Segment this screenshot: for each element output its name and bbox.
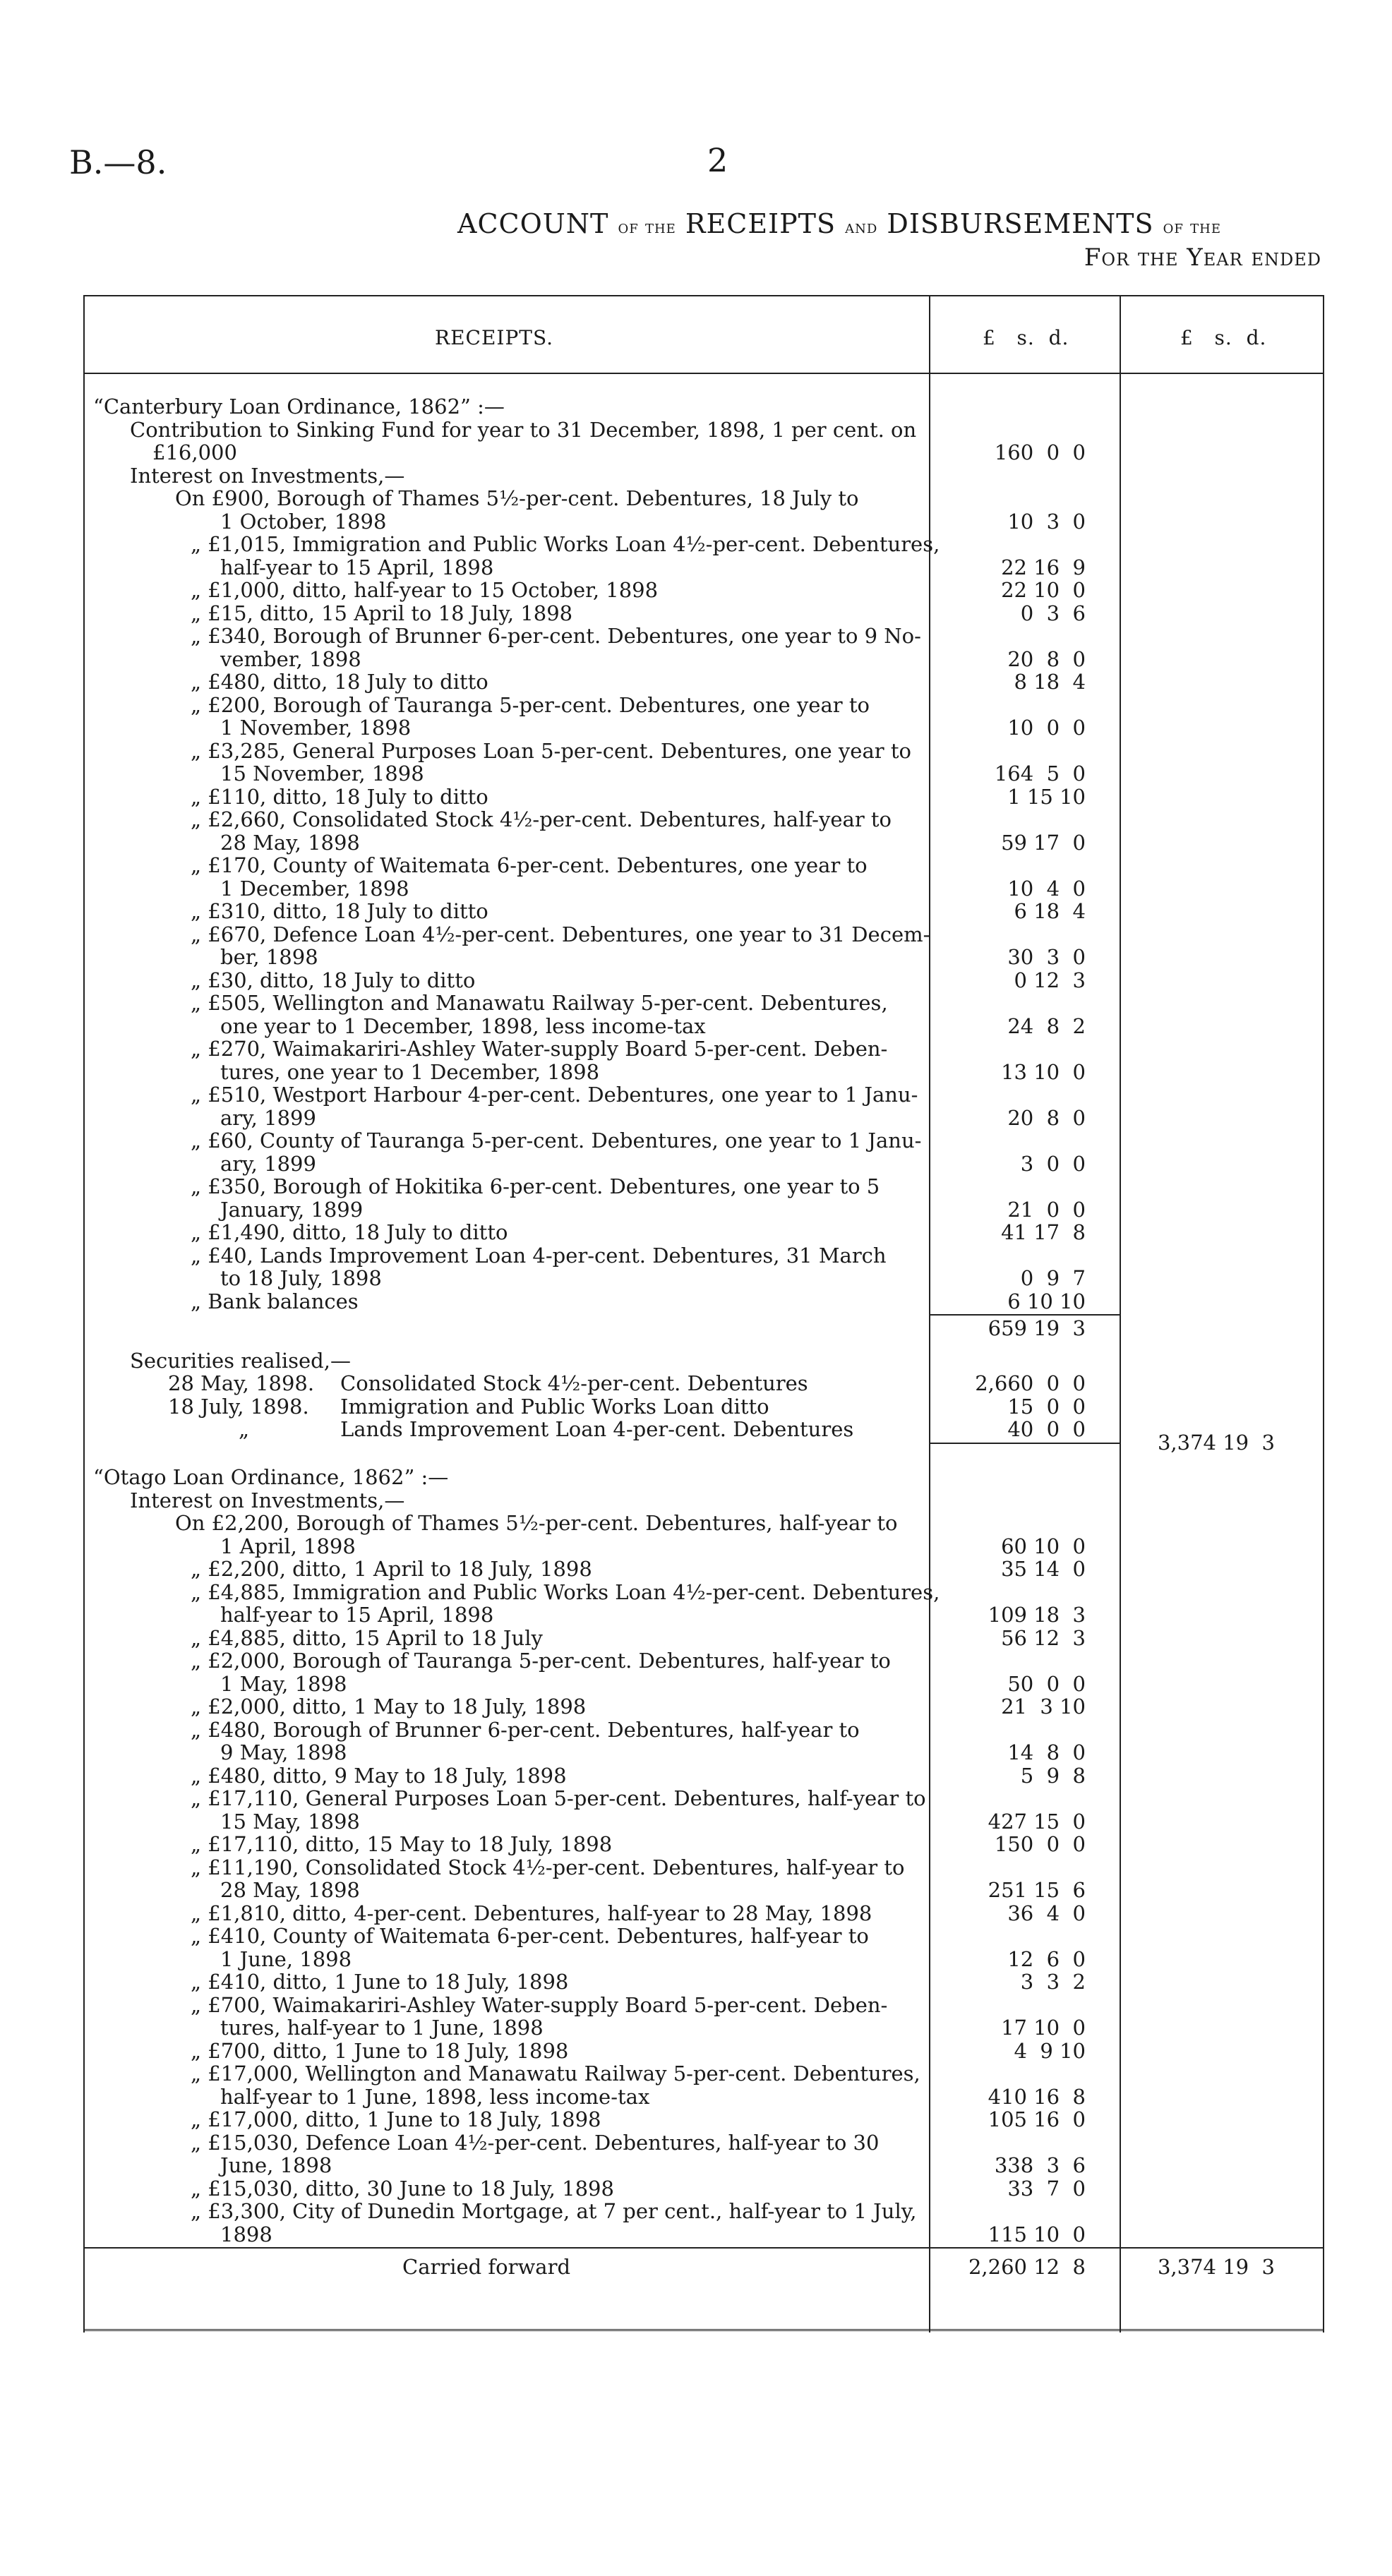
- entry-line: „ £15,030, Defence Loan 4½-per-cent. Debentures, half-year to 30: [191, 2130, 880, 2155]
- amount-cell: 164 5 0: [994, 762, 1086, 786]
- entry-line: to 18 July, 1898: [220, 1266, 382, 1290]
- entry-line: „ £17,110, General Purposes Loan 5-per-cent. Debentures, half-year to: [191, 1786, 926, 1811]
- entry-line: 1 November, 1898: [220, 716, 412, 740]
- entry-line: 1 October, 1898: [220, 509, 387, 534]
- entry-line: „ £15,030, ditto, 30 June to 18 July, 1898: [191, 2176, 614, 2201]
- subtitle-word: ended: [1251, 243, 1321, 272]
- amount-cell: 24 8 2: [1007, 1013, 1086, 1038]
- entry-line: „ £510, Westport Harbour 4-per-cent. Debentures, one year to 1 Janu-: [191, 1083, 918, 1107]
- entry-line: „ £4,885, ditto, 15 April to 18 July: [191, 1625, 543, 1650]
- amount-cell: 14 8 0: [1007, 1740, 1086, 1765]
- entry-line: „ £4,885, Immigration and Public Works Loan 4½-per-cent. Debentures,: [191, 1579, 940, 1604]
- subtitle-word: the: [1138, 243, 1179, 272]
- entry-line: „ £17,000, ditto, 1 June to 18 July, 1898: [191, 2107, 601, 2132]
- section-heading: “Otago Loan Ordinance, 1862” :—: [93, 1465, 449, 1490]
- amount-cell: 4 9 10: [1014, 2038, 1086, 2063]
- security-description: Immigration and Public Works Loan ditto: [340, 1394, 769, 1419]
- amount-cell: 30 3 0: [1007, 945, 1086, 969]
- entry-line: ary, 1899: [220, 1105, 316, 1130]
- entry-line: „ £200, Borough of Tauranga 5-per-cent. Debentures, one year to: [191, 692, 870, 717]
- subtotal-amount: 659 19 3: [988, 1316, 1086, 1340]
- security-description: Lands Improvement Loan 4-per-cent. Debentures: [340, 1417, 854, 1441]
- amount-cell: 35 14 0: [1001, 1557, 1086, 1582]
- ledger-table: [83, 295, 1324, 2333]
- account-title: [457, 208, 1221, 239]
- amount-cell: 60 10 0: [1001, 1534, 1086, 1558]
- amount-cell: 12 6 0: [1007, 1946, 1086, 1971]
- title-word: DISBURSEMENTS: [887, 208, 1154, 239]
- amount-cell: 251 15 6: [988, 1878, 1086, 1903]
- subtotal-rule: [929, 1443, 1120, 1444]
- column-divider: [1120, 296, 1121, 2333]
- entry-line: 15 May, 1898: [220, 1809, 360, 1834]
- entry-line: „ £670, Defence Loan 4½-per-cent. Debentures, one year to 31 Decem-: [191, 922, 930, 946]
- carried-forward-amount: 2,260 12 8: [968, 2255, 1086, 2280]
- amount-cell: 40 0 0: [1007, 1417, 1086, 1441]
- entry-line: 1 May, 1898: [220, 1671, 347, 1696]
- entry-line: 9 May, 1898: [220, 1740, 347, 1765]
- amount-cell: 6 18 4: [1014, 899, 1086, 923]
- entry-line: „ £11,190, Consolidated Stock 4½-per-cent. Debentures, half-year to: [191, 1855, 905, 1879]
- amount-cell: 3 0 0: [1020, 1151, 1086, 1176]
- subtitle-word: For: [1084, 243, 1130, 272]
- amount-cell: 36 4 0: [1007, 1901, 1086, 1925]
- amount-cell: 59 17 0: [1001, 830, 1086, 855]
- amount-cell: 21 0 0: [1007, 1197, 1086, 1222]
- amount-cell: 6 10 10: [1007, 1289, 1086, 1313]
- title-word: and: [845, 217, 878, 238]
- lsd-heading: £ s. d.: [1180, 326, 1267, 349]
- entry-line: „ £310, ditto, 18 July to ditto: [191, 899, 488, 923]
- entry-line: January, 1899: [220, 1197, 364, 1222]
- amount-cell: 10 4 0: [1007, 876, 1086, 901]
- amount-cell: 20 8 0: [1007, 646, 1086, 671]
- entry-line: „ £15, ditto, 15 April to 18 July, 1898: [191, 601, 573, 625]
- amount-cell: 3 3 2: [1020, 1970, 1086, 1994]
- security-date: „: [239, 1417, 250, 1441]
- entry-line: „ £1,000, ditto, half-year to 15 October, 1898: [191, 578, 659, 602]
- entry-line: „ £350, Borough of Hokitika 6-per-cent. Debentures, one year to 5: [191, 1174, 880, 1198]
- amount-cell: 33 7 0: [1007, 2176, 1086, 2201]
- entry-line: half-year to 1 June, 1898, less income-tax: [220, 2084, 650, 2109]
- entry-line: tures, half-year to 1 June, 1898: [220, 2016, 544, 2040]
- amount-cell: 105 16 0: [988, 2107, 1086, 2132]
- amount-cell: 56 12 3: [1001, 1625, 1086, 1650]
- entry-line: „ £110, ditto, 18 July to ditto: [191, 784, 488, 809]
- entry-line: „ £2,000, Borough of Tauranga 5-per-cent. Debentures, half-year to: [191, 1649, 891, 1673]
- entry-line: „ £30, ditto, 18 July to ditto: [191, 968, 476, 992]
- carried-forward-rule: [85, 2247, 1323, 2249]
- entry-line: „ £480, Borough of Brunner 6-per-cent. Debentures, half-year to: [191, 1717, 860, 1742]
- subtitle-word: Year: [1187, 243, 1243, 272]
- entry-line: „ £700, Waimakariri-Ashley Water-supply Board 5-per-cent. Deben-: [191, 1992, 888, 2017]
- section-total: 3,374 19 3: [1157, 1430, 1275, 1455]
- amount-cell: 2,660 0 0: [975, 1371, 1086, 1395]
- entry-line: „ £2,660, Consolidated Stock 4½-per-cent. Debentures, half-year to: [191, 807, 892, 831]
- amount-cell: 22 10 0: [1001, 578, 1086, 602]
- subsection-heading: Interest on Investments,—: [130, 463, 405, 488]
- entry-line: 1 April, 1898: [220, 1534, 356, 1558]
- title-word: of the: [1163, 217, 1221, 238]
- amount-cell: 10 3 0: [1007, 509, 1086, 534]
- entry-line: „ £2,200, ditto, 1 April to 18 July, 1898: [191, 1557, 592, 1582]
- amount-cell: 10 0 0: [1007, 716, 1086, 740]
- entry-line: „ £3,285, General Purposes Loan 5-per-cent. Debentures, one year to: [191, 738, 911, 763]
- entry-line: 28 May, 1898: [220, 1878, 360, 1903]
- entry-line: 28 May, 1898: [220, 830, 360, 855]
- subsection-heading: Interest on Investments,—: [130, 1488, 405, 1512]
- entry-line: Contribution to Sinking Fund for year to 31 December, 1898, 1 per cent. on: [130, 417, 917, 442]
- lsd-heading: £ s. d.: [983, 326, 1069, 349]
- amount-cell: 41 17 8: [1001, 1220, 1086, 1244]
- entry-line: „ £1,015, Immigration and Public Works Loan 4½-per-cent. Debentures,: [191, 532, 940, 556]
- amount-cell: 0 3 6: [1020, 601, 1086, 625]
- amount-cell: 13 10 0: [1001, 1059, 1086, 1084]
- amount-cell: 17 10 0: [1001, 2016, 1086, 2040]
- entry-line: tures, one year to 1 December, 1898: [220, 1059, 600, 1084]
- entry-line: „ £410, ditto, 1 June to 18 July, 1898: [191, 1970, 569, 1994]
- entry-line: On £900, Borough of Thames 5½-per-cent. Debentures, 18 July to: [175, 486, 859, 510]
- amount-cell: 21 3 10: [1001, 1695, 1086, 1719]
- amount-cell: 150 0 0: [994, 1832, 1086, 1857]
- amount-cell: 160 0 0: [994, 440, 1086, 464]
- amount-cell: 8 18 4: [1014, 670, 1086, 694]
- amount-cell: 427 15 0: [988, 1809, 1086, 1834]
- amount-cell: 0 12 3: [1014, 968, 1086, 992]
- entry-line: vember, 1898: [220, 646, 361, 671]
- amount-cell: 1 15 10: [1007, 784, 1086, 809]
- amount-cell: 5 9 8: [1020, 1763, 1086, 1788]
- page-number: 2: [707, 141, 728, 179]
- entry-line: „ £17,110, ditto, 15 May to 18 July, 1898: [191, 1832, 613, 1857]
- section-heading: “Canterbury Loan Ordinance, 1862” :—: [93, 395, 505, 419]
- entry-line: „ £170, County of Waitemata 6-per-cent. Debentures, one year to: [191, 853, 868, 877]
- entry-line: „ Bank balances: [191, 1289, 359, 1313]
- amount-cell: 50 0 0: [1007, 1671, 1086, 1696]
- amount-cell: 109 18 3: [988, 1603, 1086, 1627]
- entry-line: „ £1,810, ditto, 4-per-cent. Debentures, half-year to 28 May, 1898: [191, 1901, 872, 1925]
- subtotal-rule: [929, 1314, 1120, 1316]
- entry-line: 1 June, 1898: [220, 1946, 352, 1971]
- header-rule: [85, 373, 1323, 374]
- entry-line: half-year to 15 April, 1898: [220, 555, 494, 579]
- carried-forward-total: 3,374 19 3: [1157, 2255, 1275, 2280]
- security-date: 18 July, 1898.: [168, 1394, 309, 1419]
- entry-line: ary, 1899: [220, 1151, 316, 1176]
- entry-line: „ £270, Waimakariri-Ashley Water-supply Board 5-per-cent. Deben-: [191, 1037, 888, 1061]
- entry-line: 15 November, 1898: [220, 762, 424, 786]
- entry-line: one year to 1 December, 1898, less income-tax: [220, 1013, 706, 1038]
- entry-line: „ £410, County of Waitemata 6-per-cent. Debentures, half-year to: [191, 1924, 869, 1949]
- receipts-heading: RECEIPTS.: [435, 326, 554, 349]
- entry-line: „ £505, Wellington and Manawatu Railway 5-per-cent. Debentures,: [191, 991, 888, 1015]
- title-word: RECEIPTS: [685, 208, 836, 239]
- entry-line: On £2,200, Borough of Thames 5½-per-cent. Debentures, half-year to: [175, 1511, 898, 1536]
- document-reference: B.—8.: [69, 143, 167, 181]
- entry-line: „ £340, Borough of Brunner 6-per-cent. Debentures, one year to 9 No-: [191, 624, 921, 648]
- amount-cell: 0 9 7: [1020, 1266, 1086, 1290]
- entry-line: „ £17,000, Wellington and Manawatu Railway 5-per-cent. Debentures,: [191, 2062, 920, 2086]
- security-description: Consolidated Stock 4½-per-cent. Debentures: [340, 1371, 808, 1395]
- entry-line: „ £2,000, ditto, 1 May to 18 July, 1898: [191, 1695, 587, 1719]
- entry-line: 1898: [220, 2222, 272, 2246]
- entry-line: „ £480, ditto, 9 May to 18 July, 1898: [191, 1763, 567, 1788]
- subsection-heading: Securities realised,—: [130, 1348, 351, 1373]
- amount-cell: 20 8 0: [1007, 1105, 1086, 1130]
- entry-line: „ £60, County of Tauranga 5-per-cent. Debentures, one year to 1 Janu-: [191, 1128, 922, 1152]
- title-word: ACCOUNT: [457, 208, 609, 239]
- amount-cell: 22 16 9: [1001, 555, 1086, 579]
- entry-line: „ £480, ditto, 18 July to ditto: [191, 670, 488, 694]
- entry-line: „ £40, Lands Improvement Loan 4-per-cent. Debentures, 31 March: [191, 1243, 887, 1268]
- security-date: 28 May, 1898.: [168, 1371, 315, 1395]
- entry-line: ber, 1898: [220, 945, 318, 969]
- entry-line: „ £3,300, City of Dunedin Mortgage, at 7 per cent., half-year to 1 July,: [191, 2199, 917, 2224]
- ledger-bottom-rule: [83, 2329, 1324, 2334]
- entry-line: half-year to 15 April, 1898: [220, 1603, 494, 1627]
- entry-line: £16,000: [152, 440, 237, 464]
- amount-cell: 15 0 0: [1007, 1394, 1086, 1419]
- amount-cell: 338 3 6: [994, 2153, 1086, 2178]
- amount-cell: 115 10 0: [988, 2222, 1086, 2246]
- entry-line: „ £700, ditto, 1 June to 18 July, 1898: [191, 2038, 569, 2063]
- amount-cell: 410 16 8: [988, 2084, 1086, 2109]
- account-subtitle: [1084, 243, 1321, 272]
- entry-line: 1 December, 1898: [220, 876, 409, 901]
- carried-forward-label: Carried forward: [402, 2255, 571, 2280]
- entry-line: June, 1898: [220, 2153, 332, 2178]
- title-word: of the: [618, 217, 676, 238]
- entry-line: „ £1,490, ditto, 18 July to ditto: [191, 1220, 508, 1244]
